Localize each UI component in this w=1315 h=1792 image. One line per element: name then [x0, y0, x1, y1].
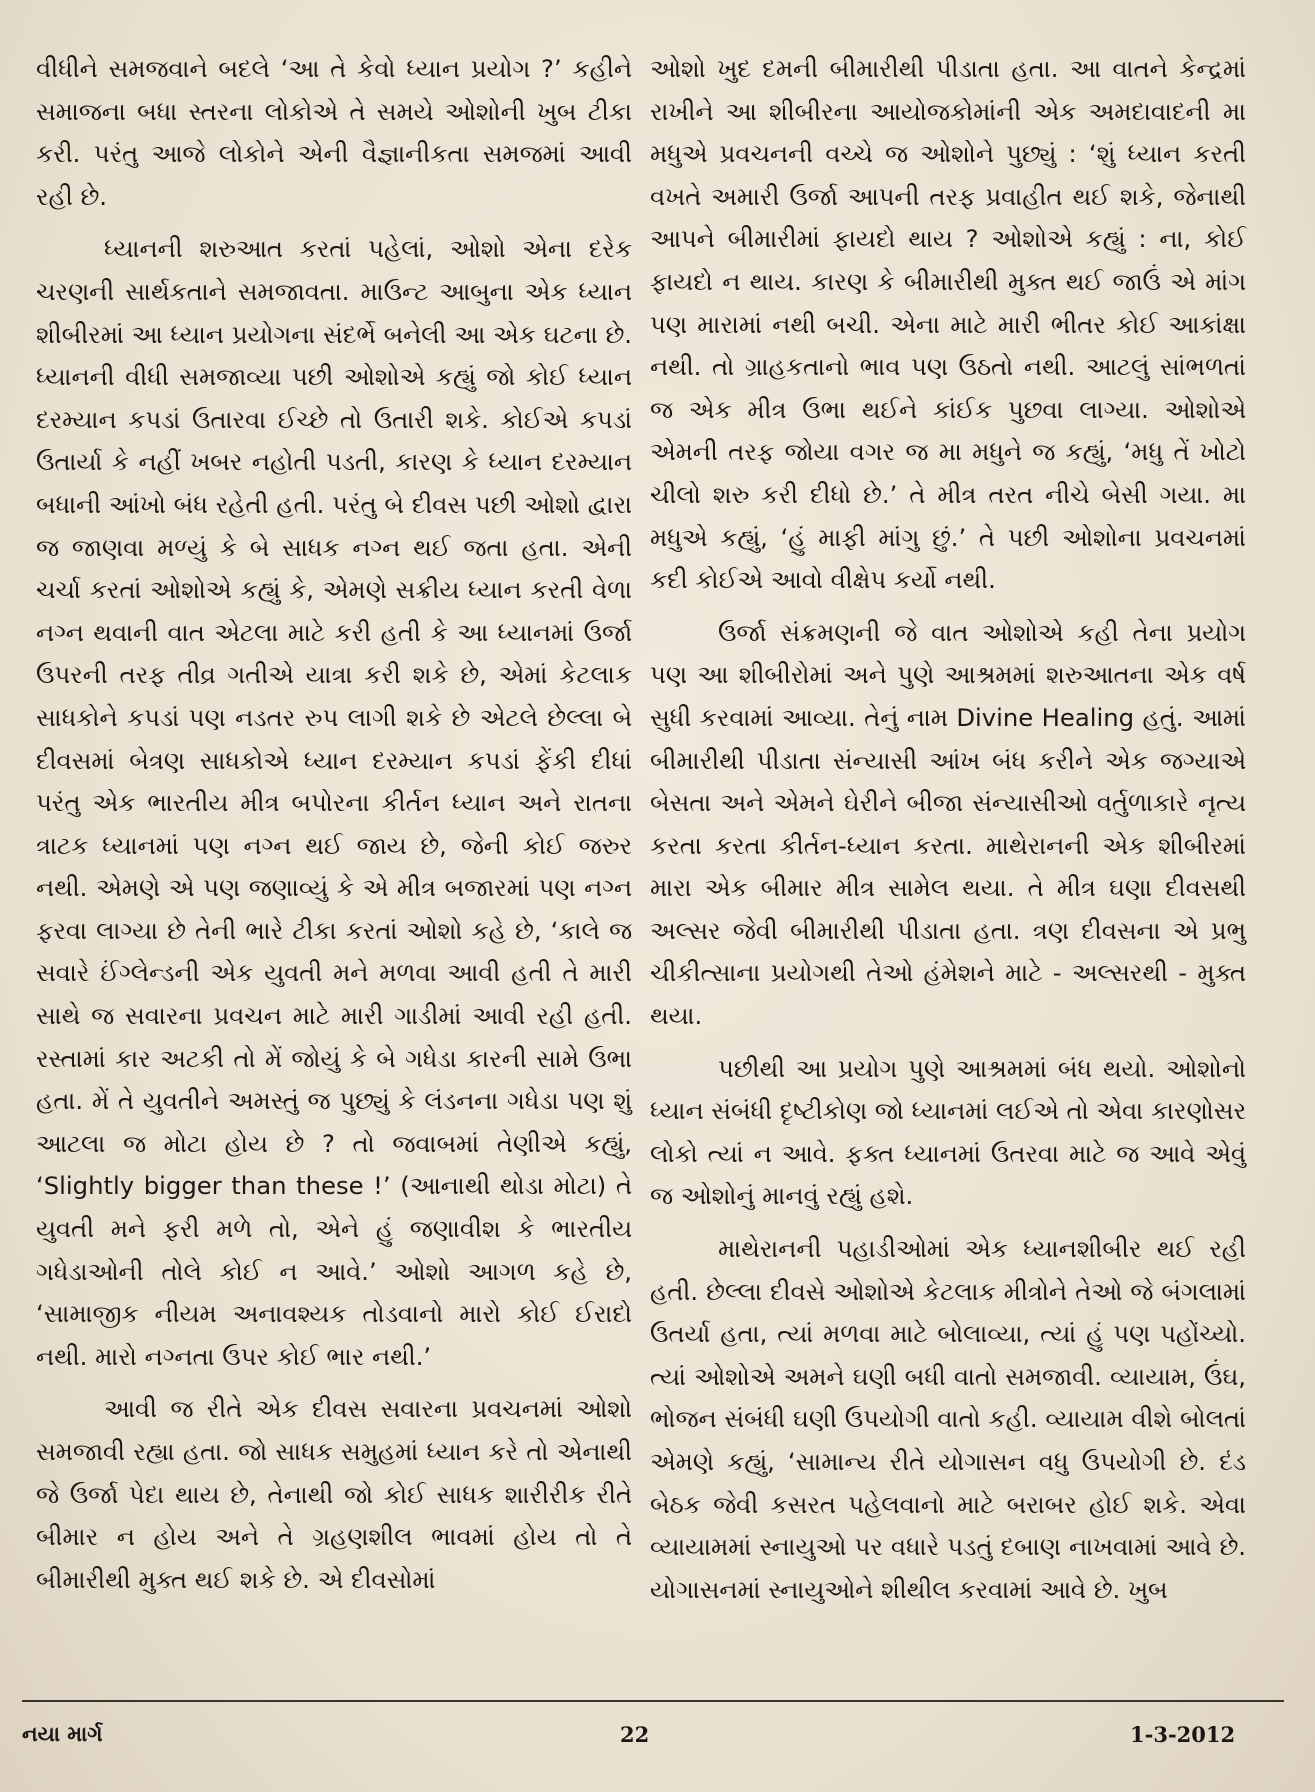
- paragraph: માથેરાનની પહાડીઓમાં એક ધ્યાનશીબીર થઈ રહી હતી. છેલ્લા દીવસે ઓશોએ કેટલાક મીત્રોને તેઓ જે બંગલામાં ઉતર્યા હતા, ત્યાં મળવા માટે બોલાવ્યા, ત્યાં હું પણ પહોંચ્યો. ત્યાં ઓશોએ અમને ઘણી બધી વાતો સમજાવી. વ્યાયામ, ઉંઘ, ભોજન સંબંધી ઘણી ઉપયોગી વાતો કહી. વ્યાયામ વીશે બોલતાં એમણે કહ્યું, ‘સામાન્ય રીતે યોગાસન વધુ ઉપયોગી છે. દંડ બેઠક જેવી કસરત પહેલવાનો માટે બરાબર હોઈ શકે. એવા વ્યાયામમાં સ્નાયુઓ પર વધારે પડતું દબાણ નાખવામાં આવે છે. યોગાસનમાં સ્નાયુઓને શીથીલ કરવામાં આવે છે. ખુબ: [650, 1234, 1246, 1604]
- paragraph: આવી જ રીતે એક દીવસ સવારના પ્રવચનમાં ઓશો સમજાવી રહ્યા હતા. જો સાધક સમુહમાં ધ્યાન કરે તો એનાથી જે ઉર્જા પેદા થાય છે, તેનાથી જો કોઈ સાધક શારીરીક રીતે બીમાર ન હોય અને તે ગ્રહણશીલ ભાવમાં હોય તો તે બીમારીથી મુક્ત થઈ શકે છે. એ દીવસોમાં: [36, 1394, 632, 1594]
- left-text-column: [36, 48, 632, 1601]
- paragraph: ધ્યાનની શરુઆત કરતાં પહેલાં, ઓશો એના દરેક ચરણની સાર્થકતાને સમજાવતા. માઉન્ટ આબુના એક ધ્યાન શીબીરમાં આ ધ્યાન પ્રયોગના સંદર્ભે બનેલી આ એક ઘટના છે. ધ્યાનની વીધી સમજાવ્યા પછી ઓશોએ કહ્યું જો કોઈ ધ્યાન દરમ્યાન કપડાં ઉતારવા ઈચ્છે તો ઉતારી શકે. કોઈએ કપડાં ઉતાર્યા કે નહીં ખબર નહોતી પડતી, કારણ કે ધ્યાન દરમ્યાન બધાની આંખો બંધ રહેતી હતી. પરંતુ બે દીવસ પછી ઓશો દ્વારા જ જાણવા મળ્યું કે બે સાધક નગ્ન થઈ જતા હતા. એની ચર્ચા કરતાં ઓશોએ કહ્યું કે, એમણે સક્રીય ધ્યાન કરતી વેળા નગ્ન થવાની વાત એટલા માટે કરી હતી કે આ ધ્યાનમાં ઉર્જા ઉપરની તરફ તીવ્ર ગતીએ યાત્રા કરી શકે છે, એમાં કેટલાક સાધકોને કપડાં પણ નડતર રુપ લાગી શકે છે એટલે છેલ્લા બે દીવસમાં બેત્રણ સાધકોએ ધ્યાન દરમ્યાન કપડાં ફેંકી દીધાં પરંતુ એક ભારતીય મીત્ર બપોરના કીર્તન ધ્યાન અને રાતના ત્રાટક ધ્યાનમાં પણ નગ્ન થઈ જાય છે, જેની કોઈ જરુર નથી. એમણે એ પણ જણાવ્યું કે એ મીત્ર બજારમાં પણ નગ્ન ફરવા લાગ્યા છે તેની ભારે ટીકા કરતાં ઓશો કહે છે, ‘કાલે જ સવારે ઈંગ્લેન્ડની એક યુવતી મને મળવા આવી હતી તે મારી સાથે જ સવારના પ્રવચન માટે મારી ગાડીમાં આવી રહી હતી. રસ્તામાં કાર અટકી તો મેં જોયું કે બે ગધેડા કારની સામે ઉભા હતા. મેં તે યુવતીને અમસ્તું જ પુછ્યું કે લંડનના ગધેડા પણ શું આટલા જ મોટા હોય છે ? તો જવાબમાં તેણીએ કહ્યું, ‘Slightly bigger than these !’ (આનાથી થોડા મોટા) તે યુવતી મને ફરી મળે તો, એને હું જણાવીશ કે ભારતીય ગધેડાઓની તોલે કોઈ ન આવે.’ ઓશો આગળ કહે છે, ‘સામાજીક નીયમ અનાવશ્યક તોડવાનો મારો કોઈ ઈરાદો નથી. મારો નગ્નતા ઉપર કોઈ ભાર નથી.’: [36, 234, 632, 1371]
- right-text-column: [650, 48, 1246, 1611]
- issue-date: 1-3-2012: [1130, 1722, 1236, 1747]
- paragraph: પછીથી આ પ્રયોગ પુણે આશ્રમમાં બંધ થયો. ઓશોનો ધ્યાન સંબંધી દૃષ્ટીકોણ જો ધ્યાનમાં લઈએ તો એવા કારણોસર લોકો ત્યાં ન આવે. ફક્ત ધ્યાનમાં ઉતરવા માટે જ આવે એવું જ ઓશોનું માનવું રહ્યું હશે.: [650, 1053, 1246, 1211]
- paragraph: ઓશો ખુદ દમની બીમારીથી પીડાતા હતા. આ વાતને કેન્દ્રમાં રાખીને આ શીબીરના આયોજકોમાંની એક અમદાવાદની મા મધુએ પ્રવચનની વચ્ચે જ ઓશોને પુછ્યું : ‘શું ધ્યાન કરતી વખતે અમારી ઉર્જા આપની તરફ પ્રવાહીત થઈ શકે, જેનાથી આપને બીમારીમાં ફાયદો થાય ? ઓશોએ કહ્યું : ના, કોઈ ફાયદો ન થાય. કારણ કે બીમારીથી મુક્ત થઈ જાઉં એ માંગ પણ મારામાં નથી બચી. એના માટે મારી ભીતર કોઈ આકાંક્ષા નથી. તો ગ્રાહકતાનો ભાવ પણ ઉઠતો નથી. આટલું સાંભળતાં જ એક મીત્ર ઉભા થઈને કાંઈક પુછવા લાગ્યા. ઓશોએ એમની તરફ જોયા વગર જ મા મધુને જ કહ્યું, ‘મધુ તેં ખોટો ચીલો શરુ કરી દીધો છે.’ તે મીત્ર તરત નીચે બેસી ગયા. મા મધુએ કહ્યું, ‘હું માફી માંગુ છું.’ તે પછી ઓશોના પ્રવચનમાં કદી કોઈએ આવો વીક્ષેપ કર્યો નથી.: [650, 54, 1246, 595]
- paragraph: વીધીને સમજવાને બદલે ‘આ તે કેવો ધ્યાન પ્રયોગ ?’ કહીને સમાજના બધા સ્તરના લોકોએ તે સમયે ઓશોની ખુબ ટીકા કરી. પરંતુ આજે લોકોને એની વૈજ્ઞાનીકતા સમજમાં આવી રહી છે.: [36, 54, 632, 211]
- footer-divider: [22, 1700, 1284, 1702]
- publication-name: નયા માર્ગ: [22, 1722, 103, 1746]
- page-number: 22: [620, 1722, 650, 1747]
- paragraph: ઉર્જા સંક્રમણની જે વાત ઓશોએ કહી તેના પ્રયોગ પણ આ શીબીરોમાં અને પુણે આશ્રમમાં શરુઆતના એક વર્ષ સુધી કરવામાં આવ્યા. તેનું નામ Divine Healing હતું. આમાં બીમારીથી પીડાતા સંન્યાસી આંખ બંધ કરીને એક જગ્યાએ બેસતા અને એમને ઘેરીને બીજા સંન્યાસીઓ વર્તુળાકારે નૃત્ય કરતા કરતા કીર્તન-ધ્યાન કરતા. માથેરાનની એક શીબીરમાં મારા એક બીમાર મીત્ર સામેલ થયા. તે મીત્ર ઘણા દીવસથી અલ્સર જેવી બીમારીથી પીડાતા હતા. ત્રણ દીવસના એ પ્રભુ ચીકીત્સાના પ્રયોગથી તેઓ હંમેશને માટે - અલ્સરથી - મુક્ત થયા.: [650, 617, 1246, 1031]
